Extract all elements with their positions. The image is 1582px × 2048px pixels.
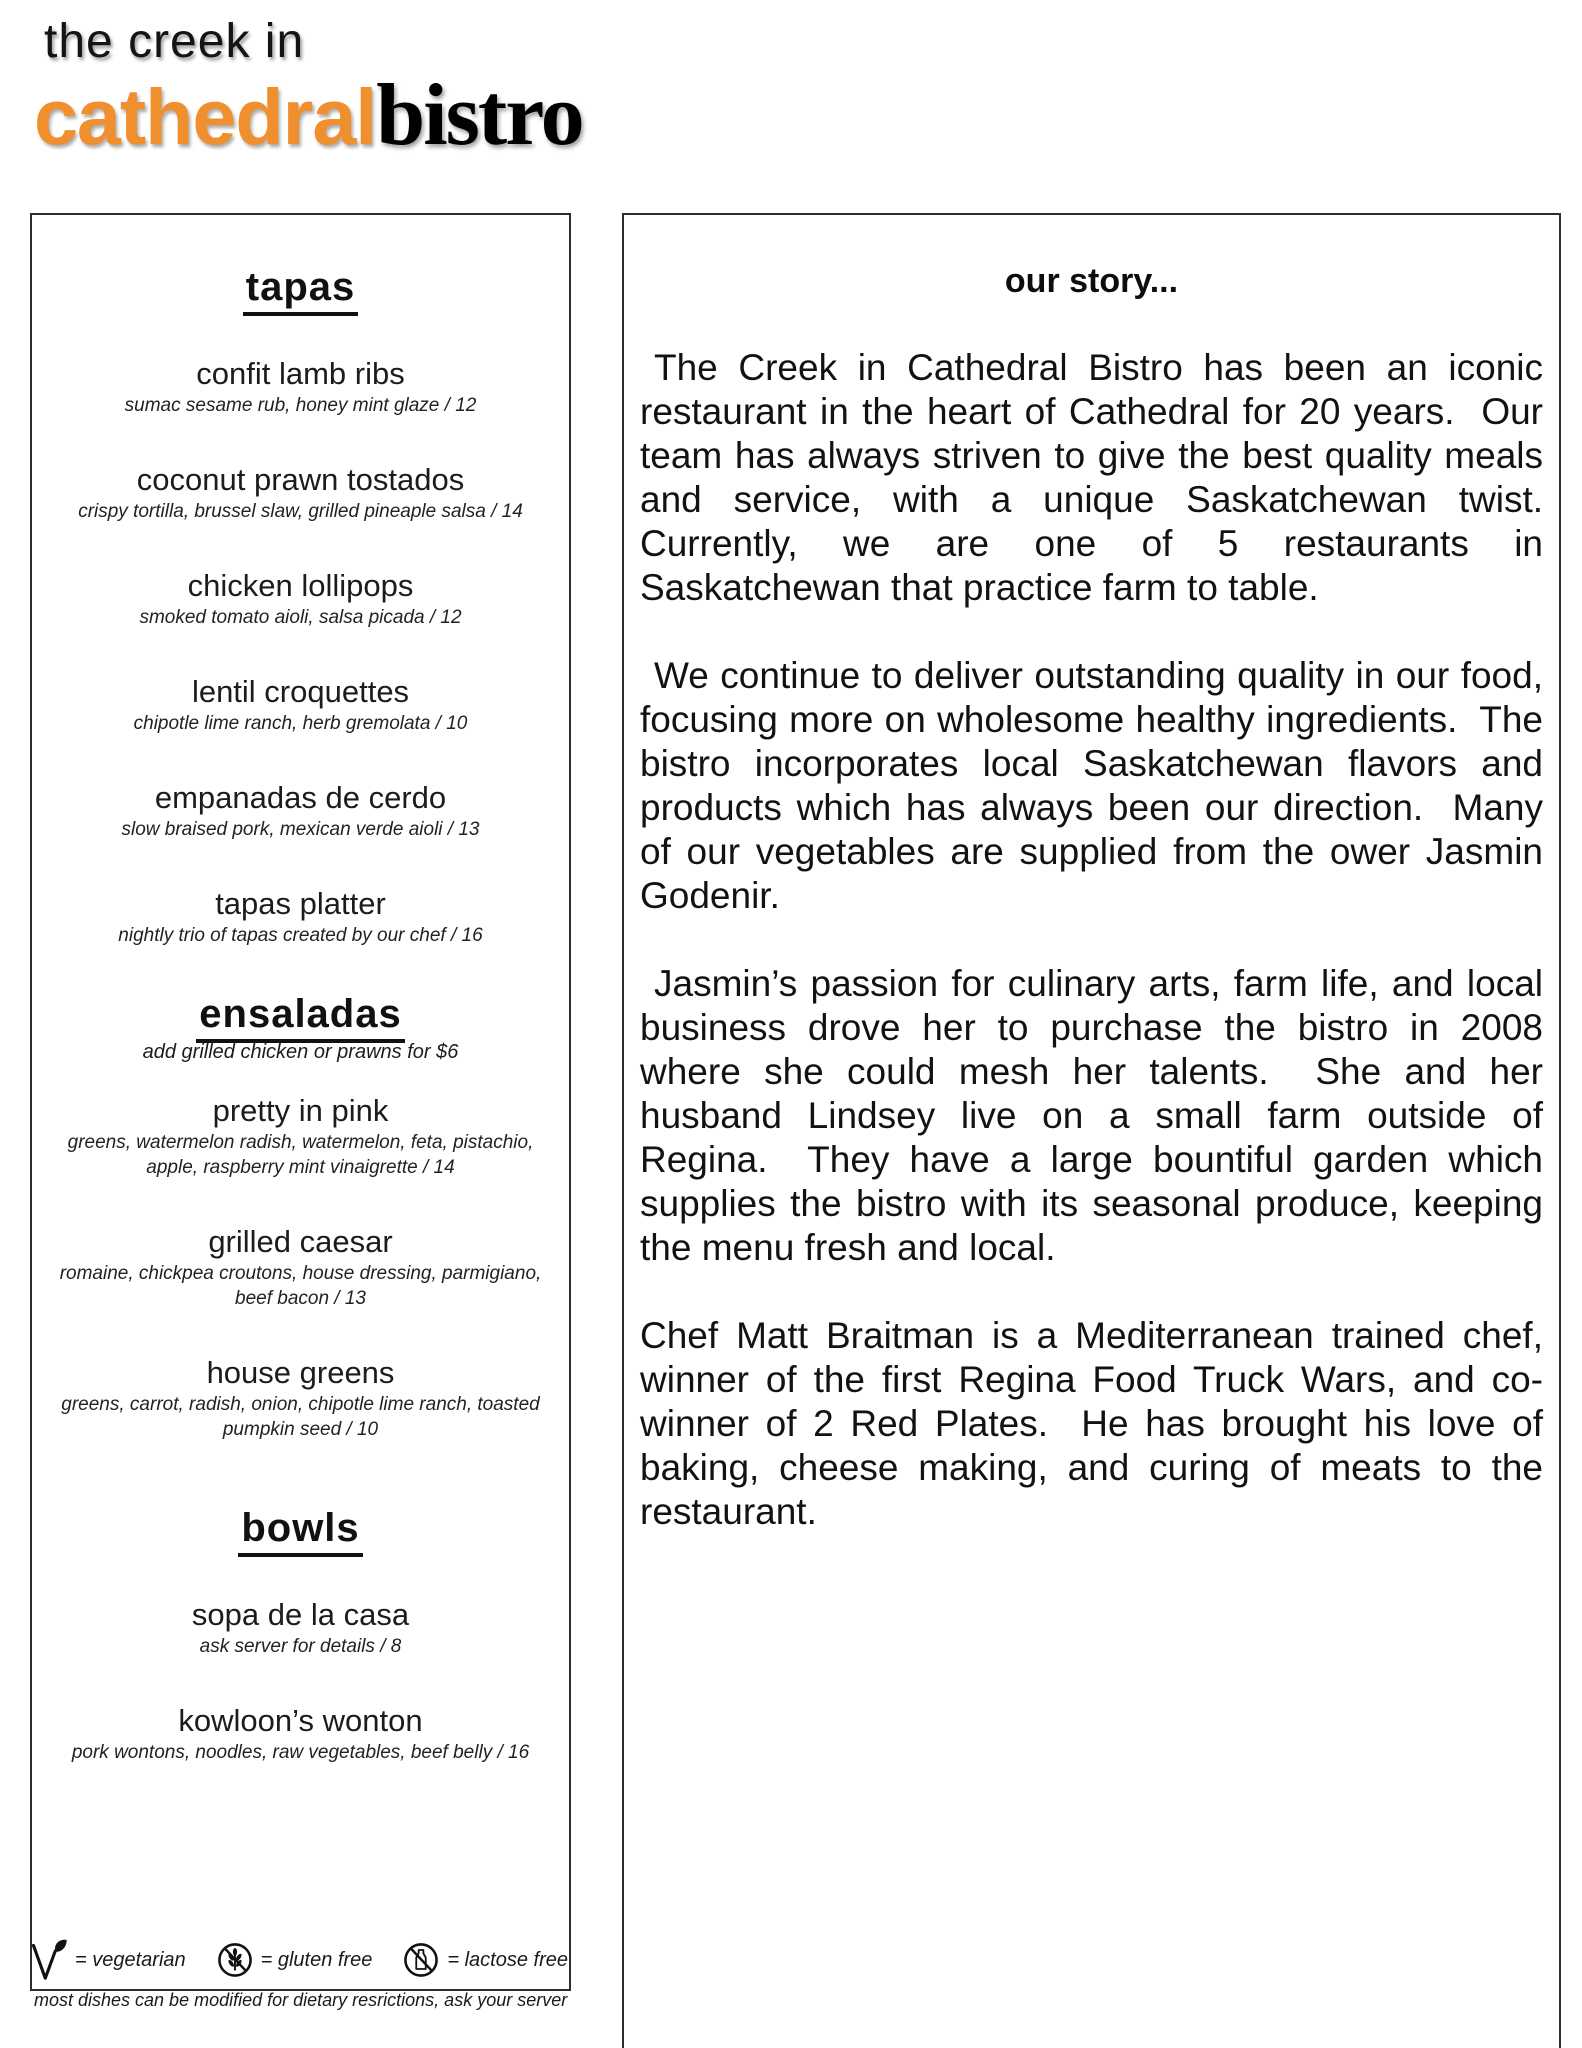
section-title-tapas: tapas bbox=[243, 265, 359, 316]
item-description: nightly trio of tapas created by our chef / 16 bbox=[118, 925, 483, 946]
vegetarian-leaf-icon bbox=[28, 1938, 68, 1982]
item-description: greens, watermelon radish, watermelon, feta, pistachio, apple, raspberry mint vinaigrette / 14 bbox=[67, 1132, 534, 1178]
menu-item bbox=[32, 780, 569, 842]
story-paragraph: The Creek in Cathedral Bistro has been an iconic restaurant in the heart of Cathedral for 20 years. Our team has always striven to give the best quality meals and service, with a unique Saskatchewan twist. Currently, we are one of 5 restaurants in Saskatchewan that practice farm to table. bbox=[640, 346, 1564, 608]
section-note: add grilled chicken or prawns for $6 bbox=[142, 1041, 459, 1063]
story-paragraph: Jasmin’s passion for culinary arts, farm life, and local business drove her to purchase the bistro in 2008 where she could mesh her talents. She and her husband Lindsey live on a small farm outside of Regina. They have a large bountiful garden which supplies the bistro with its seasonal produce, keeping the menu fresh and local. bbox=[640, 962, 1554, 1269]
item-name: sopa de la casa bbox=[191, 1597, 410, 1632]
menu-panel bbox=[30, 213, 571, 1991]
menu-section-bowls bbox=[32, 1506, 569, 1765]
menu-item bbox=[32, 568, 569, 630]
item-description: pork wontons, noodles, raw vegetables, beef belly / 16 bbox=[71, 1742, 530, 1763]
section-header bbox=[32, 265, 569, 316]
menu-section-tapas bbox=[32, 265, 569, 948]
legend-label: = lactose free bbox=[447, 1948, 568, 1971]
brand-logo bbox=[34, 14, 583, 166]
item-name: lentil croquettes bbox=[191, 674, 410, 709]
item-description: ask server for details / 8 bbox=[199, 1636, 402, 1657]
item-description: sumac sesame rub, honey mint glaze / 12 bbox=[124, 395, 477, 416]
legend-vegetarian bbox=[28, 1938, 186, 1982]
section-title-ensaladas: ensaladas bbox=[196, 992, 404, 1043]
dietary-legend bbox=[28, 1938, 568, 1982]
item-name: house greens bbox=[206, 1355, 395, 1390]
legend-lactose-free bbox=[402, 1941, 568, 1979]
logo-line1: the creek in bbox=[44, 15, 305, 68]
item-name: kowloon’s wonton bbox=[178, 1703, 423, 1738]
item-name: confit lamb ribs bbox=[196, 356, 405, 391]
menu-item bbox=[32, 462, 569, 524]
item-description: crispy tortilla, brussel slaw, grilled pineaple salsa / 14 bbox=[78, 501, 523, 522]
logo-word-cathedral: cathedral bbox=[34, 72, 377, 161]
story-text bbox=[640, 346, 1564, 1534]
menu-item bbox=[32, 1093, 569, 1180]
item-name: empanadas de cerdo bbox=[154, 780, 447, 815]
story-title: our story... bbox=[1004, 262, 1179, 300]
menu-item bbox=[32, 1355, 569, 1442]
menu-section-ensaladas bbox=[32, 992, 569, 1442]
logo-word-bistro: bistro bbox=[376, 67, 583, 164]
item-description: chipotle lime ranch, herb gremolata / 10 bbox=[133, 713, 468, 734]
lactose-free-bottle-icon bbox=[402, 1941, 440, 1979]
gluten-free-wheat-icon bbox=[216, 1941, 254, 1979]
legend-gluten-free bbox=[216, 1941, 373, 1979]
item-name: chicken lollipops bbox=[187, 568, 414, 603]
item-description: smoked tomato aioli, salsa picada / 12 bbox=[139, 607, 462, 628]
story-paragraph: We continue to deliver outstanding quality in our food, focusing more on wholesome healthy ingredients. The bistro incorporates local Saskatchewan flavors and products which has always been our direction. Many of our vegetables are supplied from the ower Jasmin Godenir. bbox=[640, 654, 1554, 916]
story-panel bbox=[622, 213, 1564, 2048]
item-description: romaine, chickpea croutons, house dressing, parmigiano, beef bacon / 13 bbox=[59, 1263, 542, 1309]
section-title-bowls: bowls bbox=[238, 1506, 362, 1557]
item-name: tapas platter bbox=[215, 886, 386, 921]
menu-item bbox=[32, 674, 569, 736]
menu-item bbox=[32, 1224, 569, 1311]
item-name: pretty in pink bbox=[212, 1093, 389, 1128]
menu-item bbox=[32, 356, 569, 418]
legend-label: = vegetarian bbox=[75, 1948, 186, 1971]
menu-item bbox=[32, 1703, 569, 1765]
section-header bbox=[32, 1506, 569, 1557]
legend-label: = gluten free bbox=[260, 1948, 373, 1971]
dietary-note: most dishes can be modified for dietary resrictions, ask your server bbox=[34, 1990, 568, 2010]
story-paragraph: Chef Matt Braitman is a Mediterranean trained chef, winner of the first Regina Food Truck Wars, and co-winner of 2 Red Plates. He has brought his love of baking, cheese making, and curing of meats to the restaurant. bbox=[640, 1315, 1554, 1533]
section-header bbox=[32, 992, 569, 1063]
logo-line2 bbox=[34, 65, 583, 166]
item-description: slow braised pork, mexican verde aioli / 13 bbox=[121, 819, 480, 840]
menu-item bbox=[32, 1597, 569, 1659]
item-name: grilled caesar bbox=[208, 1224, 393, 1259]
menu-item bbox=[32, 886, 569, 948]
item-description: greens, carrot, radish, onion, chipotle lime ranch, toasted pumpkin seed / 10 bbox=[61, 1394, 540, 1440]
item-name: coconut prawn tostados bbox=[136, 462, 465, 497]
